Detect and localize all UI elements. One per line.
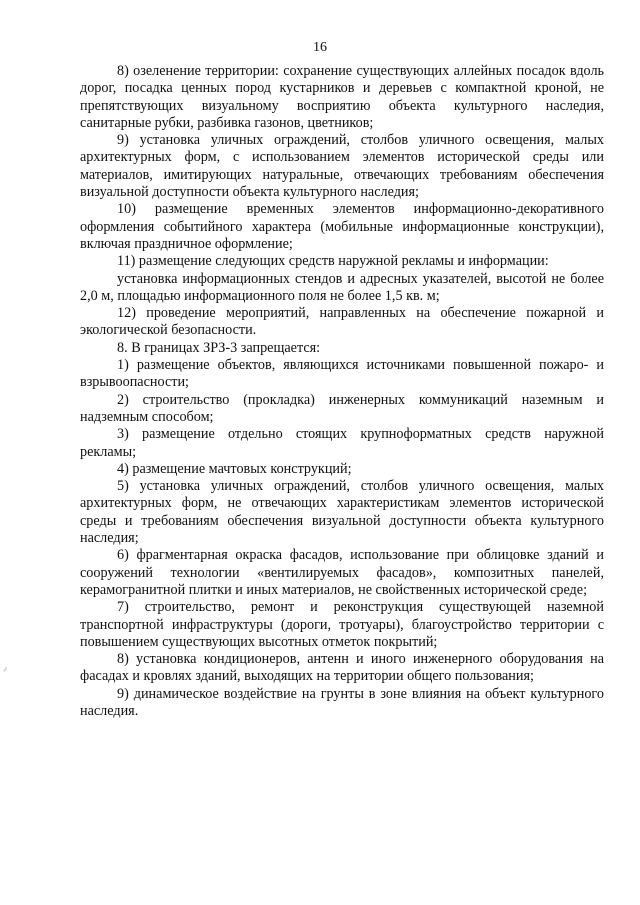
- page-number: 16: [313, 40, 327, 55]
- paragraph-ground-impact: 9) динамическое воздействие на грунты в зоне влияния на объект культурного наследия.: [80, 685, 604, 719]
- document-body: [80, 63, 604, 720]
- paragraph-facade-painting: 6) фрагментарная окраска фасадов, использование при облицовке зданий и сооружений технологии «вентилируемых фасадов», композитных панелей, керамогранитной плитки и иных материалов, не свойственных исторической среде;: [80, 547, 604, 598]
- paragraph-facade-equipment: 8) установка кондиционеров, антенн и иного инженерного оборудования на фасадах и кровлях зданий, выходящих на территории общего пользования;: [80, 651, 604, 685]
- paragraph-temporary-decor: 10) размещение временных элементов информационно-декоративного оформления событийного характера (мобильные информационные конструкции), включая праздничное оформление;: [80, 201, 604, 252]
- section-heading-zrz3: 8. В границах ЗРЗ-3 запрещается:: [117, 339, 321, 356]
- paragraph-fences-nonhistoric: 5) установка уличных ограждений, столбов уличного освещения, малых архитектурных форм, не отвечающих характеристикам элементов исторической среды и требованиям обеспечения визуальной доступности объекта культурного наследия;: [80, 478, 604, 547]
- paragraph-large-ads: 3) размещение отдельно стоящих крупноформатных средств наружной рекламы;: [80, 426, 604, 460]
- paragraph-mast-structures: 4) размещение мачтовых конструкций;: [117, 460, 352, 477]
- paragraph-advertising-allowed: 11) размещение следующих средств наружной рекламы и информации:: [117, 253, 549, 270]
- paragraph-landscaping: 8) озеленение территории: сохранение существующих аллейных посадок вдоль дорог, посадка ценных пород кустарников и деревьев с компактной кроной, не препятствующих визуальному восприятию объекта культурного наследия, санитарные рубки, разбивка газонов, цветников;: [80, 63, 604, 131]
- paragraph-fire-hazard: 1) размещение объектов, являющихся источниками повышенной пожаро- и взрывоопасности;: [80, 357, 604, 391]
- paragraph-safety-measures: 12) проведение мероприятий, направленных на обеспечение пожарной и экологической безопасности.: [80, 305, 604, 339]
- paragraph-transport-infrastructure: 7) строительство, ремонт и реконструкция существующей наземной транспортной инфраструктуры (дороги, тротуары), благоустройство территории с повышением существующих высотных отметок покрытий;: [80, 599, 604, 650]
- paragraph-information-stands: установка информационных стендов и адресных указателей, высотой не более 2,0 м, площадью информационного поля не более 1,5 кв. м;: [80, 270, 604, 304]
- paragraph-fences-historic: 9) установка уличных ограждений, столбов уличного освещения, малых архитектурных форм, с использованием элементов исторической среды или материалов, имитирующих натуральные, отвечающих требованиям обеспечения визуальной доступности объекта культурного наследия;: [80, 132, 604, 201]
- margin-mark: ⸙: [2, 665, 9, 675]
- paragraph-utilities: 2) строительство (прокладка) инженерных коммуникаций наземным и надземным способом;: [80, 391, 604, 425]
